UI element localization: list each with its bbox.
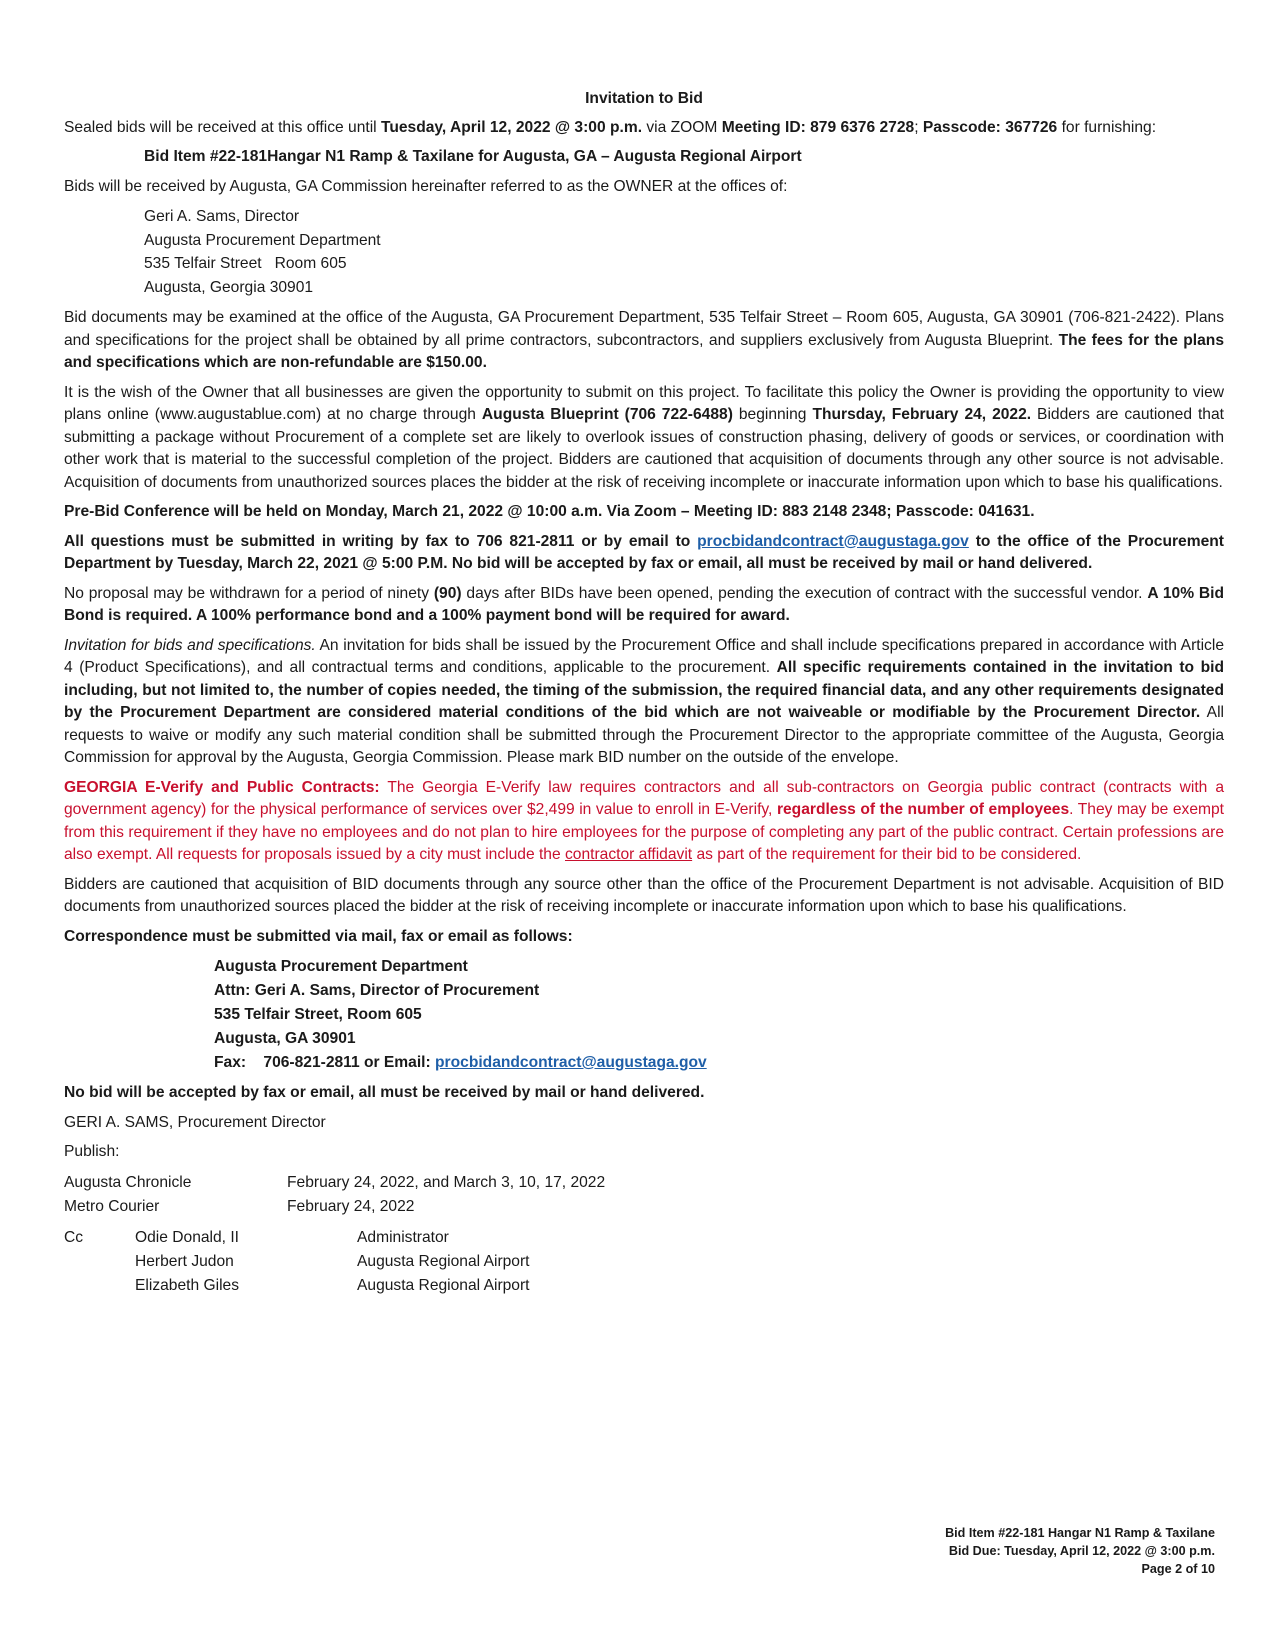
cc-name: Elizabeth Giles xyxy=(135,1276,240,1294)
cc-list xyxy=(64,1226,1224,1298)
withdraw-text-2: days after BIDs have been opened, pending the execution of contract with the successful vendor. xyxy=(461,584,1148,602)
material-conditions: All specific requirements contained in the invitation to bid including, but not limited to, the number of copies needed, the timing of the submission, the required financial data, and any other requirements designated by the Procurement Department are considered material conditions of the bid which are not waiveable or modifiable by the Procurement Director. xyxy=(64,659,1224,721)
bid-item-line: Bid Item #22-181Hangar N1 Ramp & Taxilane for Augusta, GA – Augusta Regional Airport xyxy=(144,148,802,165)
zoom-meeting-id: Meeting ID: 879 6376 2728 xyxy=(721,118,915,136)
documents-text: Bid documents may be examined at the office of the Augusta, GA Procurement Department, 535 Telfair Street – Room 605, Augusta, GA 30901 (706-821-2422). Plans and specifications for the project shall be obtained by all prime contractors, subcontractors, and suppliers exclusively from Augusta Blueprint. xyxy=(64,309,1224,349)
invitation-text-2: All requests to waive or modify any such material condition shall be submitted through the Procurement Director to the appropriate committee of the Augusta, Georgia Commission for approval by the Augusta, Georgia Commission. Please mark BID number on the outside of the envelope. xyxy=(64,704,1224,766)
publish-row xyxy=(64,1171,1224,1195)
wish-text: It is the wish of the Owner that all businesses are given the opportunity to submit on this project. To facilitate this policy the Owner is providing the opportunity to view plans online (www.augustablue.com) at no charge through xyxy=(64,383,1224,423)
procurement-email-link[interactable]: procbidandcontract@augustaga.gov xyxy=(697,532,969,550)
everify-text-3: as part of the requirement for their bid to be considered. xyxy=(692,846,1082,863)
everify-text: The Georgia E-Verify law requires contractors and all sub-contractors on Georgia public contract (contracts with a government agency) for the physical performance of services over $2,499 in value to enroll in E-Verify, xyxy=(64,778,1224,818)
everify-regardless: regardless of the number of employees xyxy=(776,801,1070,818)
correspondence-line: Augusta, GA 30901 xyxy=(214,1030,356,1047)
cc-row xyxy=(64,1250,1224,1274)
publication-name: Augusta Chronicle xyxy=(64,1173,192,1191)
page-footer xyxy=(945,1524,1215,1578)
cc-role: Administrator xyxy=(357,1228,449,1246)
fax-text: Fax: 706-821-2811 or Email: xyxy=(214,1054,436,1071)
documents-paragraph xyxy=(64,307,1224,375)
contractor-affidavit-link[interactable]: contractor affidavit xyxy=(564,846,693,863)
intro-sep: ; xyxy=(914,118,923,136)
intro-paragraph xyxy=(64,117,1224,140)
footer-bid-item: Bid Item #22-181 Hangar N1 Ramp & Taxilane xyxy=(945,1526,1215,1540)
withdraw-paragraph xyxy=(64,583,1224,628)
intro-text-4: for furnishing: xyxy=(1057,118,1157,136)
intro-text-2: via ZOOM xyxy=(642,118,722,136)
everify-paragraph xyxy=(64,777,1224,867)
invitation-heading: Invitation for bids and specifications. xyxy=(64,636,316,654)
cc-name: Odie Donald, II xyxy=(135,1228,240,1246)
cc-role: Augusta Regional Airport xyxy=(357,1276,530,1294)
address-line: Geri A. Sams, Director xyxy=(144,208,300,225)
questions-text: All questions must be submitted in writing by fax to 706 821-2811 or by email to xyxy=(64,532,698,550)
everify-heading: GEORGIA E-Verify and Public Contracts: xyxy=(64,778,380,796)
cc-role: Augusta Regional Airport xyxy=(357,1252,530,1270)
caution-paragraph: Bidders are cautioned that acquisition of BID documents through any source other than the office of the Procurement Department is not advisable. Acquisition of BID documents from unauthorized sources placed the bidder at the risk of receiving incomplete or inaccurate information upon which to base his qualifications. xyxy=(64,875,1224,915)
cc-label: Cc xyxy=(64,1228,84,1246)
plans-available-date: Thursday, February 24, 2022. xyxy=(812,406,1032,423)
questions-text-2: to the office of the Procurement Department by Tuesday, March 22, 2021 @ 5:00 P.M. No bid will be accepted by fax or email, all must be received by mail or hand delivered. xyxy=(64,532,1224,572)
intro-text: Sealed bids will be received at this office until xyxy=(64,118,381,136)
publication-dates: February 24, 2022 xyxy=(287,1197,415,1215)
correspondence-fax-line xyxy=(214,1051,1224,1075)
address-line: Augusta, Georgia 30901 xyxy=(144,278,314,296)
ninety-days: (90) xyxy=(433,584,462,602)
publish-label: Publish: xyxy=(64,1143,120,1160)
plan-fees: The fees for the plans and specifications which are non-refundable are $150.00. xyxy=(64,331,1225,371)
publish-row xyxy=(64,1195,1224,1219)
wish-paragraph xyxy=(64,382,1224,495)
address-line: 535 Telfair Street Room 605 xyxy=(144,255,347,272)
footer-bid-due: Bid Due: Tuesday, April 12, 2022 @ 3:00 p.m. xyxy=(948,1544,1215,1558)
no-bid-notice: No bid will be accepted by fax or email, all must be received by mail or hand delivered. xyxy=(64,1084,705,1101)
cc-label-spacer xyxy=(64,1274,135,1298)
cc-label-spacer xyxy=(64,1250,135,1274)
correspondence-email-link[interactable]: procbidandcontract@augustaga.gov xyxy=(435,1054,707,1071)
invitation-paragraph xyxy=(64,635,1224,770)
footer-page-number: Page 2 of 10 xyxy=(1141,1562,1215,1576)
zoom-passcode: Passcode: 367726 xyxy=(922,118,1058,136)
invitation-text: An invitation for bids shall be issued by the Procurement Office and shall include specifications prepared in accordance with Article 4 (Product Specifications), and all contractual terms and conditions, applicable to the procurement. xyxy=(64,636,1224,676)
bond-requirements: A 10% Bid Bond is required. A 100% performance bond and a 100% payment bond will be required for award. xyxy=(64,584,1225,624)
correspondence-address xyxy=(214,955,1224,1075)
cc-name: Herbert Judon xyxy=(135,1252,234,1270)
correspondence-heading: Correspondence must be submitted via mail, fax or email as follows: xyxy=(64,927,573,945)
address-line: Augusta Procurement Department xyxy=(144,231,381,249)
publish-list xyxy=(64,1171,1224,1219)
wish-text-2: beginning xyxy=(732,406,813,423)
questions-paragraph xyxy=(64,531,1224,576)
document-page xyxy=(64,88,1224,1298)
received-by-line: Bids will be received by Augusta, GA Commission hereinafter referred to as the OWNER at the offices of: xyxy=(64,177,788,195)
publication-name: Metro Courier xyxy=(64,1197,160,1215)
withdraw-text: No proposal may be withdrawn for a period of ninety xyxy=(64,584,434,602)
augusta-blueprint: Augusta Blueprint (706 722-6488) xyxy=(481,406,733,423)
everify-text-2: . They may be exempt from this requirement if they have no employees and do not plan to hire employees for the purpose of completing any part of the public contract. Certain professions are also exempt. All requests for proposals issued by a city must include the xyxy=(64,801,1224,863)
office-address xyxy=(144,205,1224,299)
cc-row xyxy=(64,1274,1224,1298)
correspondence-line: Augusta Procurement Department xyxy=(214,958,468,975)
correspondence-line: 535 Telfair Street, Room 605 xyxy=(214,1006,422,1023)
bid-deadline: Tuesday, April 12, 2022 @ 3:00 p.m. xyxy=(380,118,643,136)
cc-row xyxy=(64,1226,1224,1250)
prebid-conference: Pre-Bid Conference will be held on Monday, March 21, 2022 @ 10:00 a.m. Via Zoom – Meeting ID: 883 2148 2348; Passcode: 041631. xyxy=(64,503,1035,520)
correspondence-line: Attn: Geri A. Sams, Director of Procurement xyxy=(214,982,540,999)
document-title: Invitation to Bid xyxy=(585,90,703,107)
signature: GERI A. SAMS, Procurement Director xyxy=(64,1113,326,1131)
publication-dates: February 24, 2022, and March 3, 10, 17, 2022 xyxy=(287,1173,606,1191)
wish-text-3: Bidders are cautioned that submitting a package without Procurement of a complete set are likely to overlook issues of construction phasing, delivery of goods or services, or coordination with other work that is material to the successful completion of the project. Bidders are cautioned that acquisition of documents through any other source is not advisable. Acquisition of documents from unauthorized sources places the bidder at the risk of receiving incomplete or inaccurate information upon which to base his qualifications. xyxy=(64,406,1224,491)
